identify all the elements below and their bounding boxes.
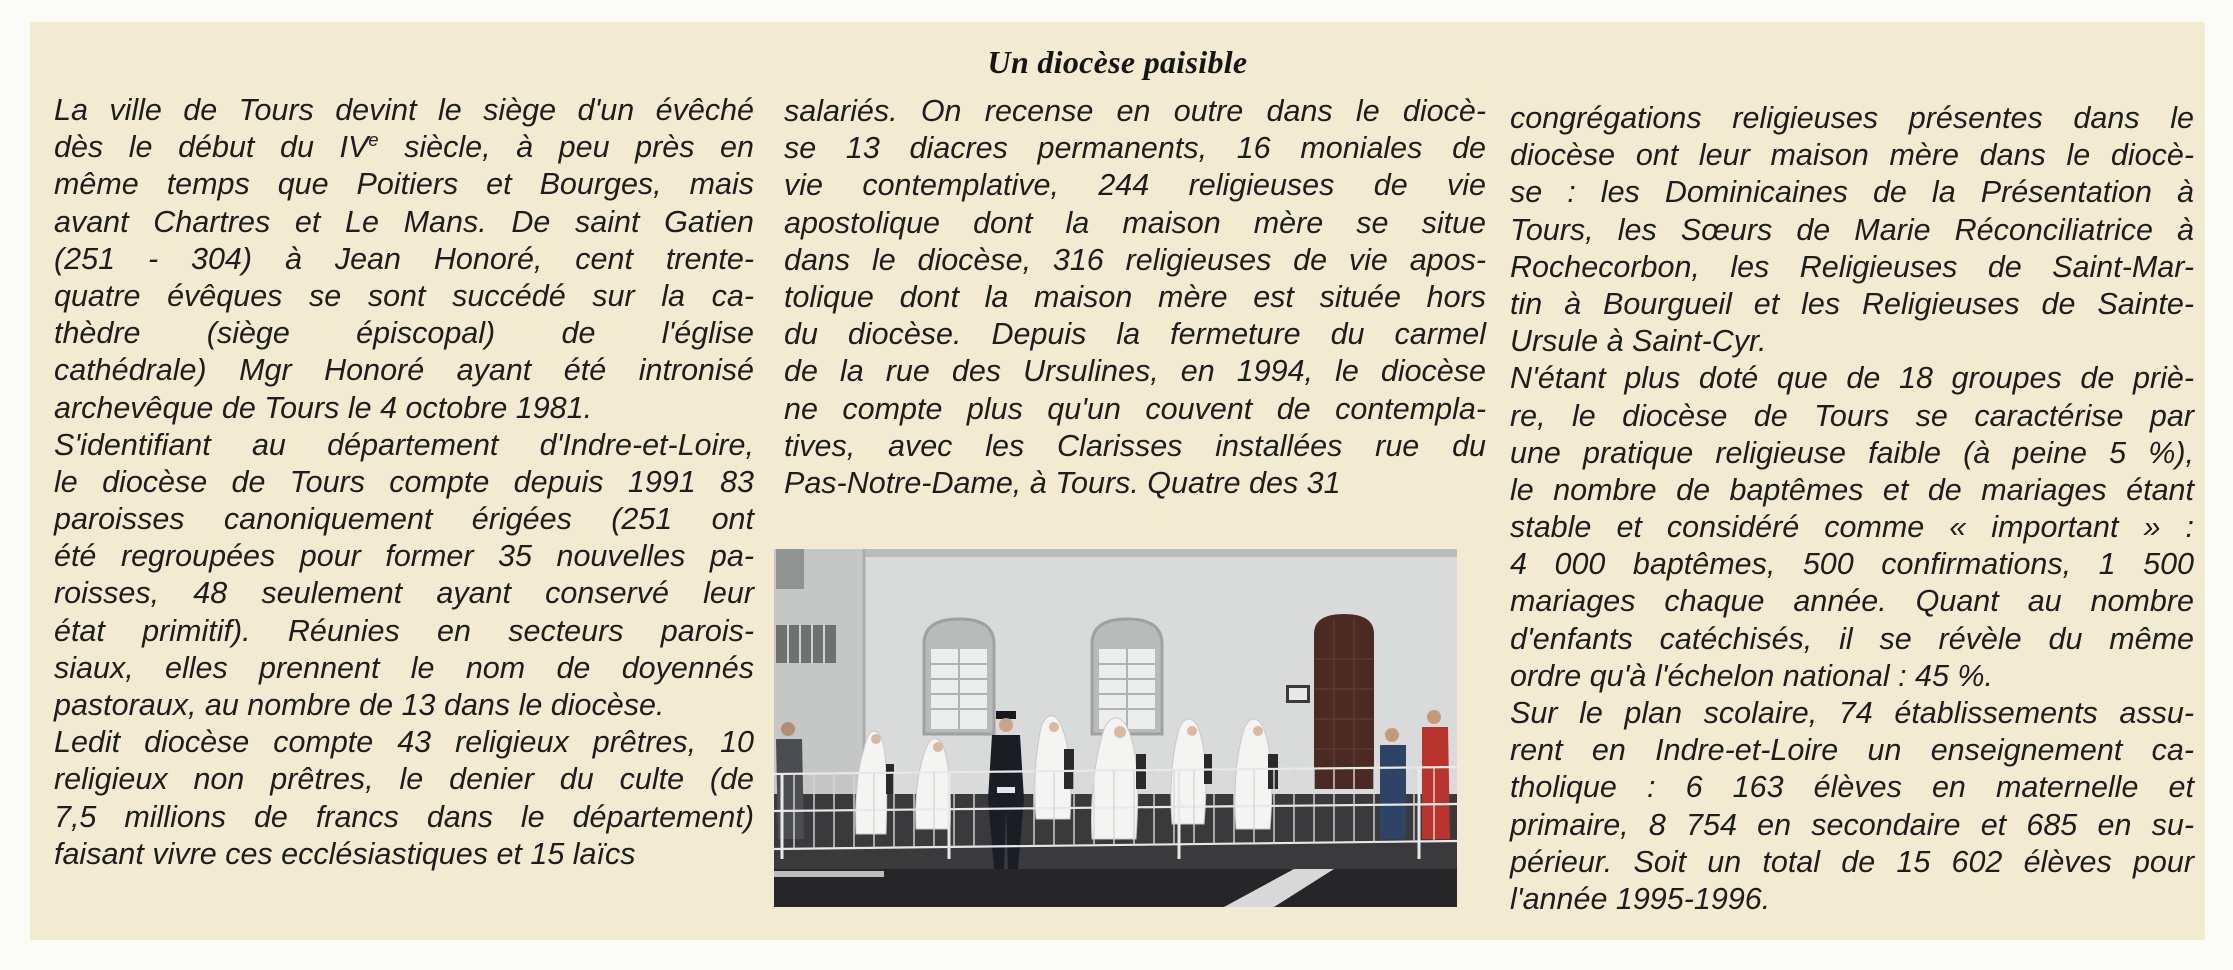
text-line: Ursule à Saint-Cyr. (1510, 324, 1767, 359)
text-line: quatre évêques se sont succédé sur la ca- (54, 278, 754, 313)
text-line: (251 - 304) à Jean Honoré, cent trente- (54, 241, 754, 276)
text-line: rent en Indre-et-Loire un enseignement ca- (1510, 733, 2194, 768)
article-column-1 (54, 92, 754, 873)
text-line: roisses, 48 seulement ayant conservé leur (54, 576, 754, 611)
text-line: ne compte plus qu'un couvent de contempla- (784, 391, 1486, 426)
text-line: le nombre de baptêmes et de mariages étant (1510, 472, 2194, 507)
text-line: archevêque de Tours le 4 octobre 1981. (54, 390, 593, 425)
procession-photo-image (774, 549, 1457, 907)
text-line: se : les Dominicaines de la Présentation à (1510, 175, 2194, 210)
text-line: N'étant plus doté que de 18 groupes de priè- (1510, 361, 2194, 396)
text-line: religieux non prêtres, le denier du culte (de (54, 762, 754, 797)
text-line: Rochecorbon, les Religieuses de Saint-Mar- (1510, 249, 2194, 284)
article-column-2 (784, 93, 1486, 502)
text-line: périeur. Soit un total de 15 602 élèves pour (1510, 844, 2194, 879)
text-line: du diocèse. Depuis la fermeture du carmel (784, 317, 1486, 352)
text-line: tolique dont la maison mère est située hors (784, 279, 1486, 314)
text-line: cathédrale) Mgr Honoré ayant été intronisé (54, 353, 754, 388)
text-line: état primitif). Réunies en secteurs parois- (54, 613, 754, 648)
text-line: thèdre (siège épiscopal) de l'église (54, 316, 754, 351)
text-line: dès le début du IVe siècle, à peu près en (54, 129, 754, 165)
text-line: l'année 1995-1996. (1510, 881, 1771, 916)
text-line: de la rue des Ursulines, en 1994, le diocèse (784, 354, 1486, 389)
text-line: pastoraux, au nombre de 13 dans le diocèse. (54, 688, 665, 722)
text-line: une pratique religieuse faible (à peine 5 %), (1510, 435, 2194, 470)
text-line: S'identifiant au département d'Indre-et-Loire, (54, 427, 754, 462)
text-line: Tours, les Sœurs de Marie Réconciliatrice à (1510, 212, 2194, 247)
text-line: d'enfants catéchisés, il se révèle du même (1510, 621, 2194, 656)
text-line: stable et considéré comme « important » : (1510, 510, 2194, 545)
text-line: re, le diocèse de Tours se caractérise par (1510, 398, 2194, 433)
text-line: été regroupées pour former 35 nouvelles pa- (54, 539, 754, 574)
text-line: 4 000 baptêmes, 500 confirmations, 1 500 (1510, 547, 2194, 582)
text-line: congrégations religieuses présentes dans le (1510, 101, 2194, 135)
text-line: diocèse ont leur maison mère dans le diocè- (1510, 138, 2194, 173)
text-line: vie contemplative, 244 religieuses de vie (784, 168, 1486, 203)
text-line: mariages chaque année. Quant au nombre (1510, 584, 2194, 619)
text-line: La ville de Tours devint le siège d'un évêché (54, 93, 754, 127)
text-line: même temps que Poitiers et Bourges, mais (54, 167, 754, 202)
article-title: Un diocèse paisible (987, 44, 1248, 80)
text-line: salariés. On recense en outre dans le diocè- (784, 94, 1486, 128)
text-line: Sur le plan scolaire, 74 établissements assu- (1510, 696, 2194, 730)
text-line: tin à Bourgueil et les Religieuses de Sainte- (1510, 286, 2194, 321)
procession-photo (774, 549, 1457, 907)
text-line: tives, avec les Clarisses installées rue du (784, 428, 1486, 463)
text-line: Pas-Notre-Dame, à Tours. Quatre des 31 (784, 465, 1341, 500)
text-line: 7,5 millions de francs dans le département) (54, 799, 754, 834)
text-line: le diocèse de Tours compte depuis 1991 83 (54, 464, 754, 499)
text-line: primaire, 8 754 en secondaire et 685 en su- (1510, 807, 2194, 842)
article-page (30, 22, 2205, 940)
text-line: dans le diocèse, 316 religieuses de vie apos- (784, 242, 1486, 277)
text-line: ordre qu'à l'échelon national : 45 %. (1510, 658, 1994, 693)
text-line: se 13 diacres permanents, 16 moniales de (784, 131, 1486, 166)
text-line: apostolique dont la maison mère se situe (784, 205, 1486, 240)
text-line: tholique : 6 163 élèves en maternelle et (1510, 770, 2194, 805)
text-line: Ledit diocèse compte 43 religieux prêtres, 10 (54, 725, 754, 760)
article-column-3 (1510, 100, 2194, 918)
text-line: siaux, elles prennent le nom de doyennés (54, 650, 754, 685)
text-line: faisant vivre ces ecclésiastiques et 15 laïcs (54, 836, 636, 871)
text-line: avant Chartres et Le Mans. De saint Gatien (54, 204, 754, 239)
text-line: paroisses canoniquement érigées (251 ont (54, 502, 754, 537)
